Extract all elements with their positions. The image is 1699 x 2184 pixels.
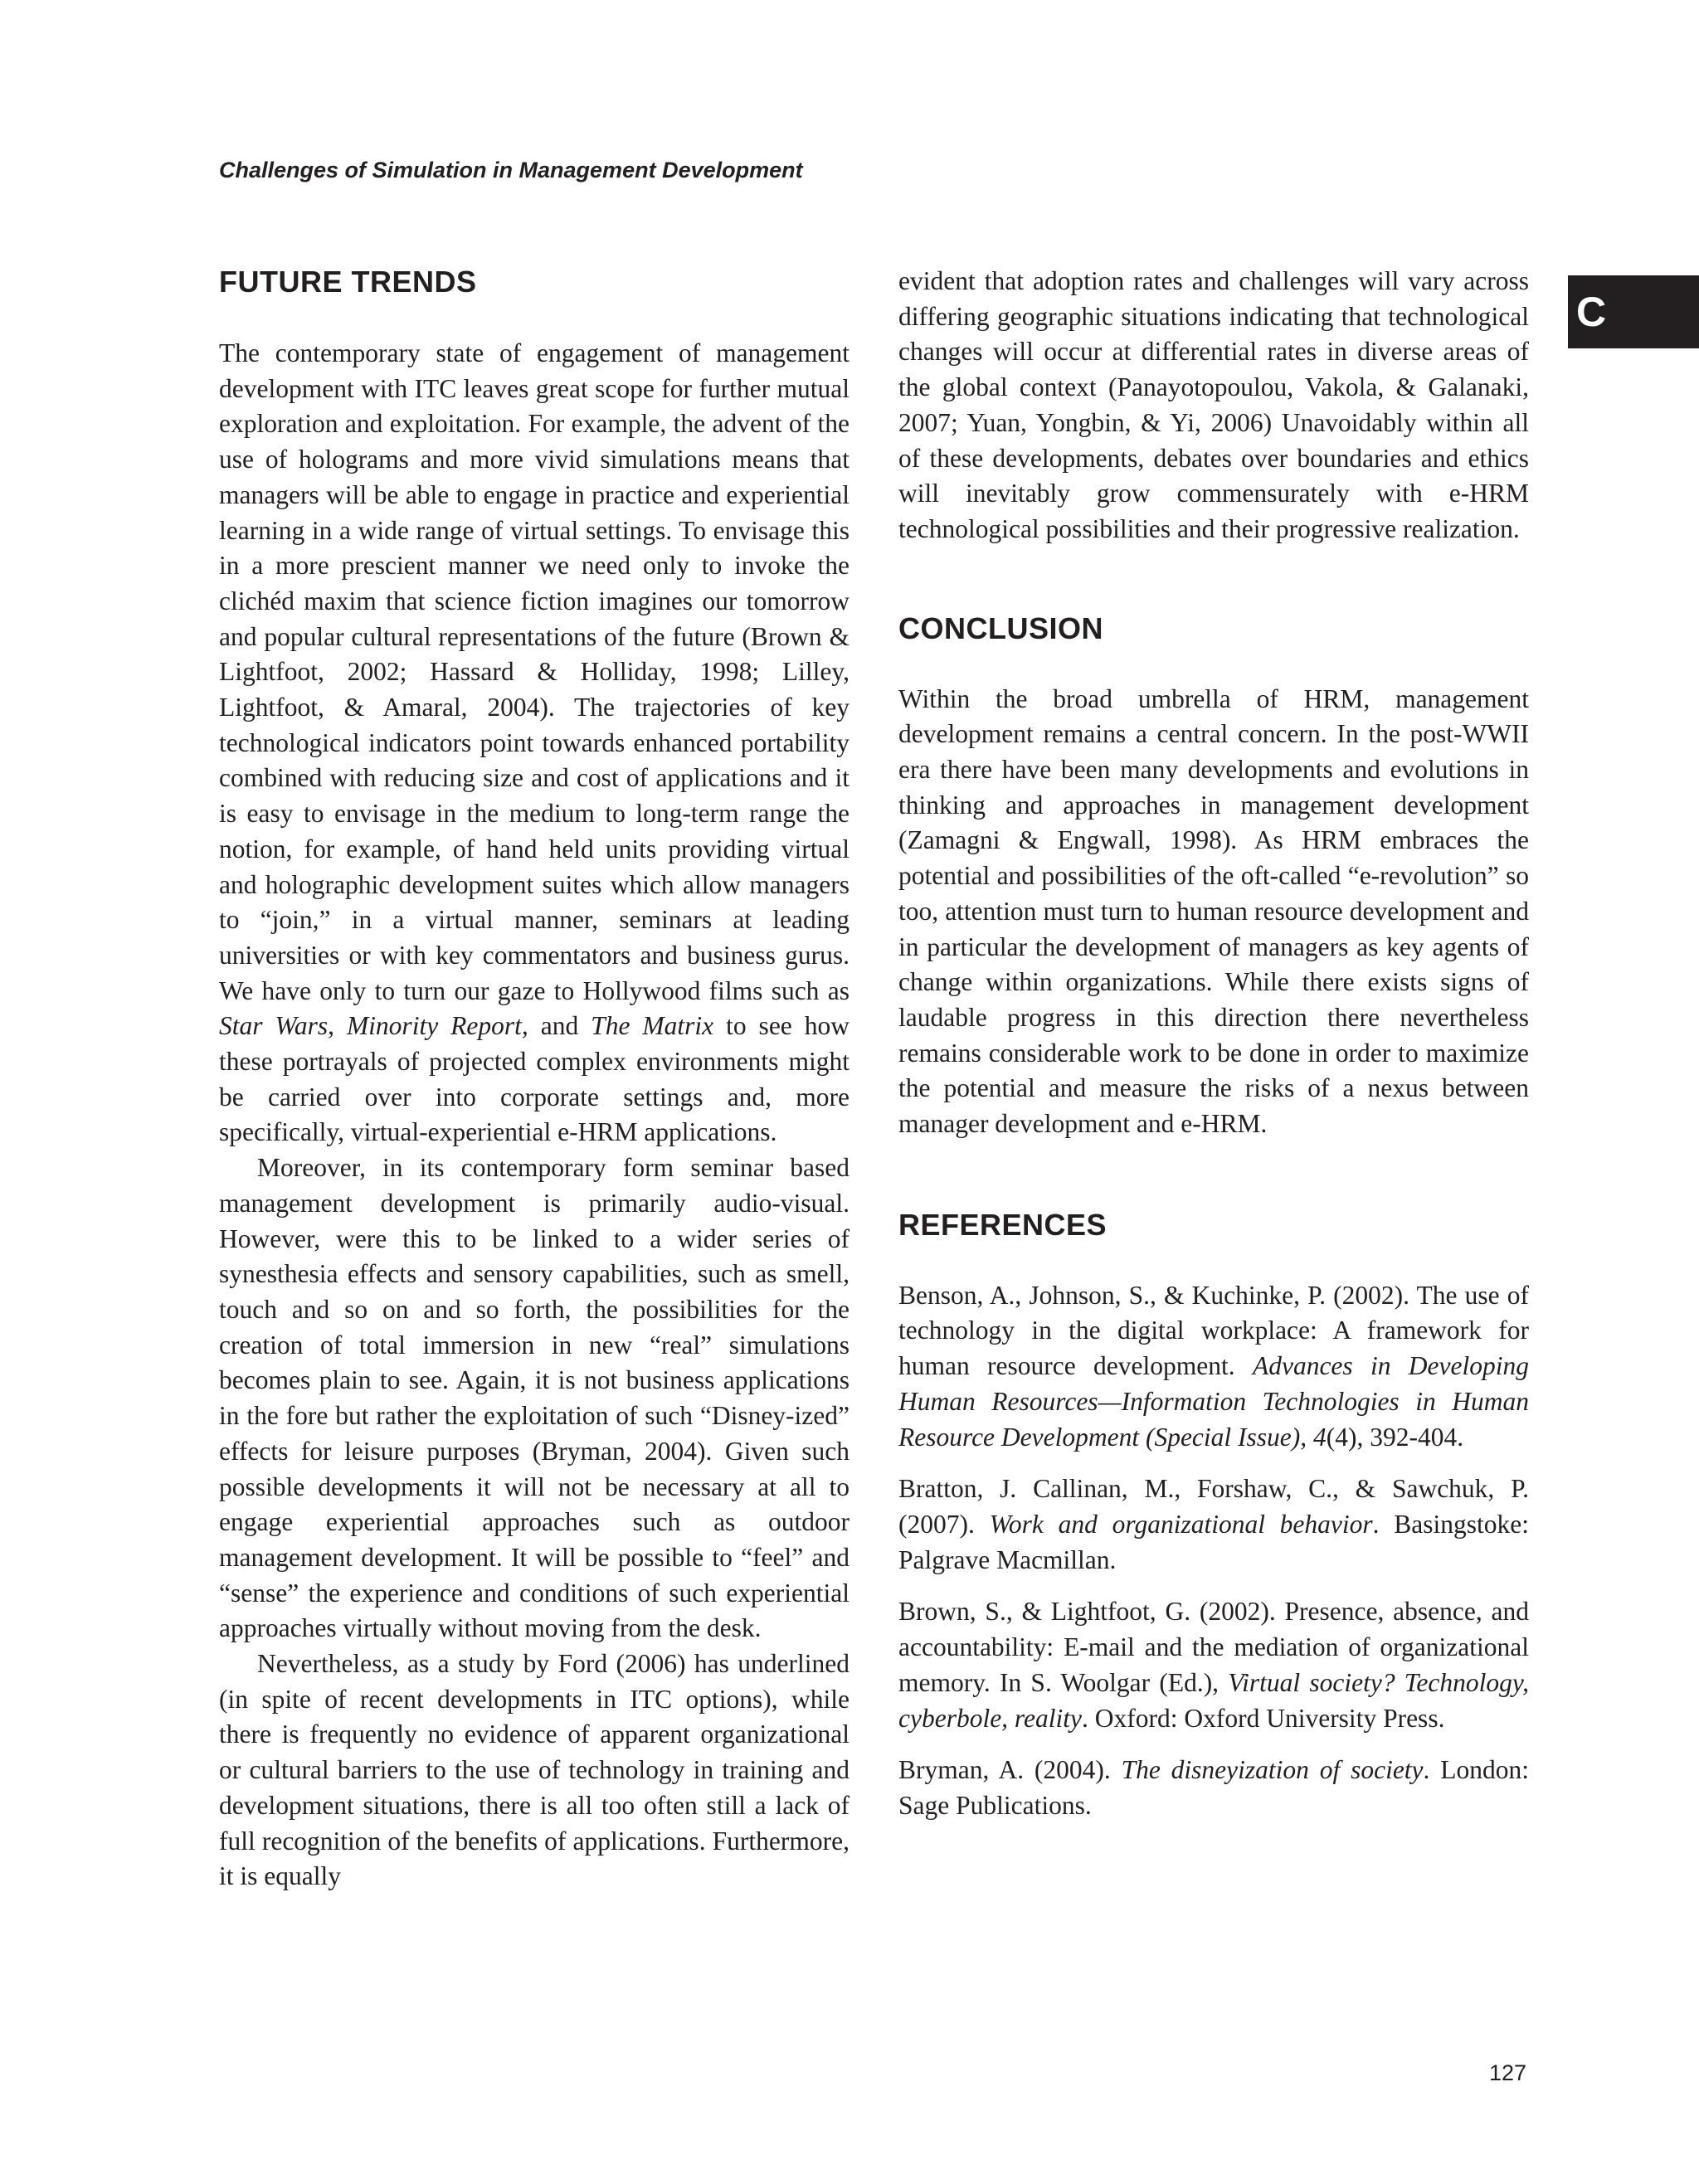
running-head: Challenges of Simulation in Management Development — [219, 158, 803, 182]
reference-text: Bratton, J. Callinan, M., Forshaw, C., & Sawchuk, P. (2007). — [898, 1474, 1529, 1539]
film-title: Star Wars — [219, 1011, 329, 1041]
reference-text: . Basingstoke: Palgrave Macmillan. — [898, 1509, 1529, 1574]
reference-text: Bryman, A. (2004). — [898, 1755, 1122, 1785]
future-trends-heading: FUTURE TRENDS — [219, 265, 477, 299]
reference-title: Virtual society? Technology, cyberbole, reality — [898, 1667, 1529, 1733]
paragraph-text: The contemporary state of engagement of management development with ITC leaves great scope for further mutual exploration and exploitation. For example, the advent of the use of holograms and more vivid simulations means that managers will be able to engage in practice and experiential learning in a wide range of virtual settings. To envisage this in a more prescient manner we need only to invoke the clichéd maxim that science fiction imagines our tomorrow and popular cultural representations of the future (Brown & Lightfoot, 2002; Hassard & Holliday, 1998; Lilley, Lightfoot, & Amaral, 2004). The trajectories of key technological indicators point towards enhanced portability combined with reducing size and cost of applications and it is easy to envisage in the medium to long-term range the notion, for example, of hand held units providing virtual and holographic development suites which allow managers to “join,” in a virtual manner, seminars at leading universities or with key commentators and business gurus. We have only to turn our gaze to Hollywood films such as — [219, 338, 850, 1005]
right-column — [898, 264, 1529, 1841]
reference-item — [898, 1594, 1529, 1736]
future-trends-paragraph-3: Nevertheless, as a study by Ford (2006) has underlined (in spite of recent developments in ITC options), while there is frequently no evidence of apparent organizational or cultural barriers to the use of technology in training and development situations, there is all too often still a lack of full recognition of the benefits of applications. Furthermore, it is equally — [219, 1649, 850, 1891]
reference-title: The disneyization of society — [1121, 1755, 1424, 1785]
page-number: 127 — [1489, 2060, 1527, 2085]
future-trends-paragraph-3-continued: evident that adoption rates and challenges will vary across differing geographic situations indicating that technological changes will occur at differential rates in diverse areas of the global context (Panayotopoulou, Vakola, & Galanaki, 2007; Yuan, Yongbin, & Yi, 2006) Unavoidably within all of these developments, debates over boundaries and ethics will inevitably grow commensurately with e-HRM technological possibilities and their progressive realization. — [898, 266, 1529, 543]
future-trends-paragraph-1 — [219, 336, 850, 1150]
section-thumb-tab: C — [1568, 275, 1699, 348]
reference-text: . London: Sage Publications. — [898, 1755, 1529, 1820]
reference-item — [898, 1471, 1529, 1578]
conclusion-paragraph: Within the broad umbrella of HRM, management development remains a central concern. In the post-WWII era there have been many developments and evolutions in thinking and approaches in management development (Zamagni & Engwall, 1998). As HRM embraces the potential and possibilities of the oft-called “e-revolution” so too, attention must turn to human resource development and in particular the development of managers as key agents of change within organizations. While there exists signs of laudable progress in this direction there nevertheless remains considerable work to be done in order to maximize the potential and measure the risks of a nexus between manager development and e-HRM. — [898, 683, 1529, 1139]
film-title: Minority Report, — [346, 1011, 528, 1041]
paragraph-text: to see how these portrayals of projected complex environments might be carried over into corporate settings and, more specifically, virtual-experiential e-HRM applications. — [219, 1011, 850, 1147]
conclusion-heading: CONCLUSION — [898, 610, 1103, 645]
future-trends-paragraph-2: Moreover, in its contemporary form seminar based management development is primarily audio-visual. However, were this to be linked to a wider series of synesthesia effects and sensory capabilities, such as smell, touch and so on and so forth, the possibilities for the creation of total immersion in new “real” simulations becomes plain to see. Again, it is not business applications in the fore but rather the exploitation of such “Disney-ized” effects for leisure purposes (Bryman, 2004). Given such possible developments it will not be necessary at all to engage experiential approaches such as outdoor management development. It will be possible to “feel” and “sense” the experience and conditions of such experiential approaches virtually without moving from the desk. — [219, 1153, 850, 1643]
reference-text: . Oxford: Oxford University Press. — [1082, 1703, 1445, 1733]
reference-title: Advances in Developing Human Resources—Information Technologies in Human Resource Development (Special Issue), 4 — [898, 1351, 1530, 1452]
film-title: The Matrix — [591, 1011, 714, 1041]
paragraph-text: , — [328, 1011, 347, 1041]
reference-text: Benson, A., Johnson, S., & Kuchinke, P. (2002). The use of technology in the digital workplace: A framework for human resource development. — [898, 1280, 1529, 1381]
reference-item — [898, 1753, 1529, 1823]
references-heading: REFERENCES — [898, 1207, 1108, 1242]
paragraph-text: and — [528, 1011, 591, 1041]
reference-item — [898, 1278, 1529, 1456]
reference-text: Brown, S., & Lightfoot, G. (2002). Presence, absence, and accountability: E-mail and the mediation of organizational memory. In S. Woolgar (Ed.), — [898, 1597, 1529, 1697]
reference-title: Work and organizational behavior — [989, 1509, 1373, 1539]
left-column — [219, 264, 850, 1895]
reference-text: (4), 392-404. — [1326, 1422, 1464, 1452]
